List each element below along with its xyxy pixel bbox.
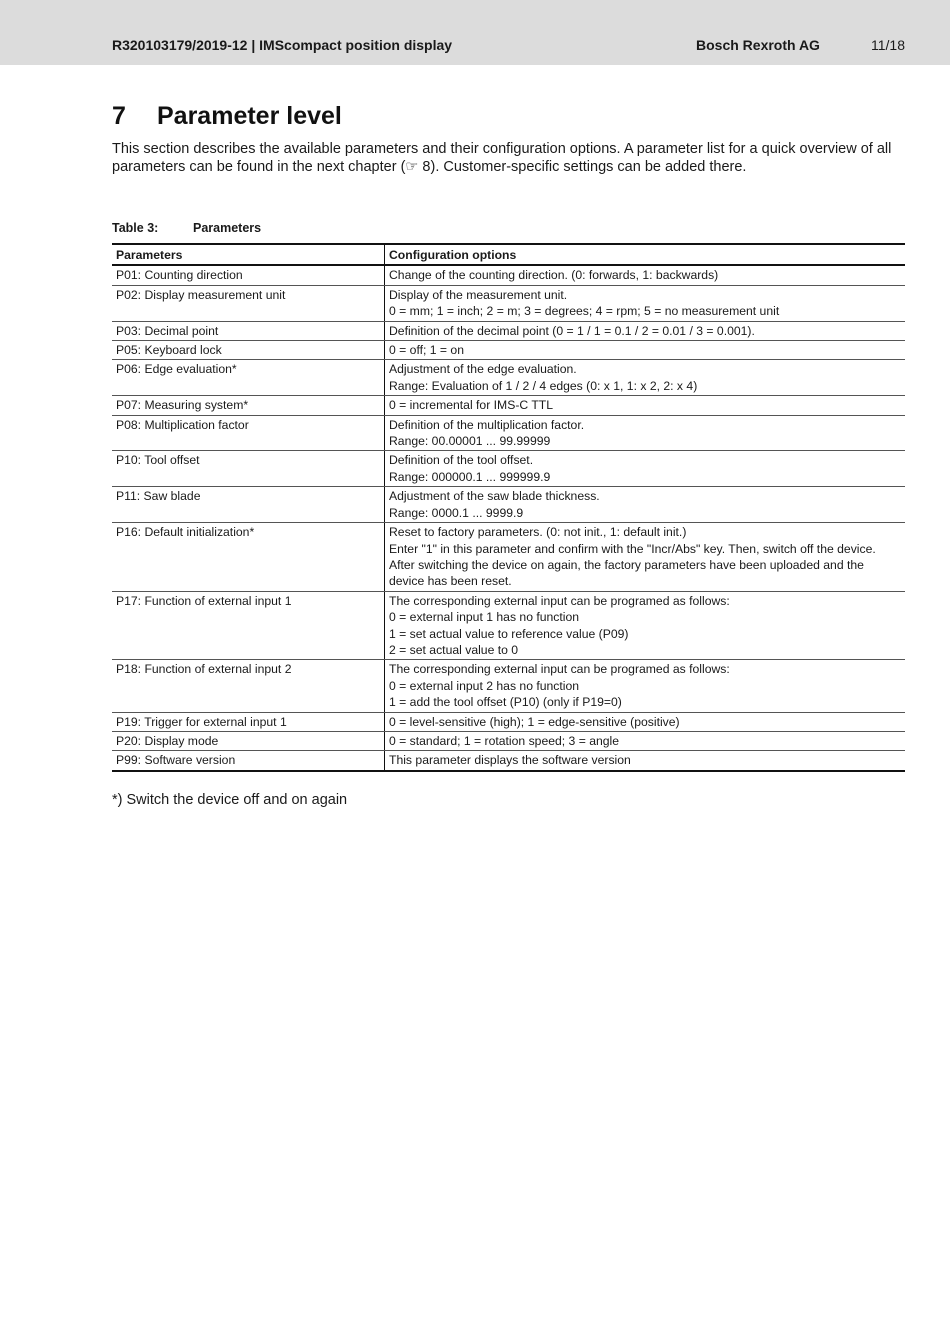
- configuration-line: 1 = set actual value to reference value (P09): [389, 626, 629, 641]
- configuration-line: The corresponding external input can be programed as follows:: [389, 593, 730, 608]
- configuration-cell: [385, 285, 906, 321]
- configuration-cell: [385, 341, 906, 360]
- document-id: R320103179/2019-12 | IMScompact position display: [112, 37, 453, 53]
- configuration-cell: [385, 712, 906, 731]
- chapter-number: 7: [112, 102, 126, 130]
- table-row: [112, 487, 905, 523]
- table-row: [112, 712, 905, 731]
- parameter-cell: P02: Display measurement unit: [112, 285, 385, 321]
- configuration-line: Change of the counting direction. (0: forwards, 1: backwards): [389, 268, 719, 283]
- configuration-line: Range: 00.00001 ... 99.99999: [389, 434, 551, 449]
- table-row: [112, 265, 905, 285]
- configuration-line: 0 = off; 1 = on: [389, 343, 464, 358]
- configuration-cell: [385, 487, 906, 523]
- parameter-cell: P99: Software version: [112, 751, 385, 771]
- configuration-cell: [385, 360, 906, 396]
- configuration-cell: [385, 751, 906, 771]
- table-row: [112, 415, 905, 451]
- configuration-cell: [385, 523, 906, 592]
- chapter-title: Parameter level: [157, 102, 342, 130]
- configuration-line: Range: 0000.1 ... 9999.9: [389, 505, 524, 520]
- intro-paragraph: This section describes the available parameters and their configuration options. A parameter list for a quick overview of all parameters can be found in the next chapter (☞ 8). Customer-specific settings can be added there.: [112, 141, 892, 175]
- configuration-line: Enter "1" in this parameter and confirm with the "Incr/Abs" key. Then, switch off the device. After switching the device on again, the factory parameters have been uploaded and the device has been reset.: [389, 541, 876, 589]
- parameter-cell: P17: Function of external input 1: [112, 591, 385, 660]
- configuration-line: Adjustment of the edge evaluation.: [389, 362, 577, 377]
- configuration-line: Reset to factory parameters. (0: not init., 1: default init.): [389, 525, 687, 540]
- parameter-cell: P03: Decimal point: [112, 321, 385, 340]
- configuration-line: 1 = add the tool offset (P10) (only if P19=0): [389, 695, 622, 710]
- configuration-cell: [385, 396, 906, 415]
- table-caption-label: Table 3:: [112, 221, 159, 235]
- chapter-heading: [112, 102, 342, 131]
- configuration-line: 0 = level-sensitive (high); 1 = edge-sensitive (positive): [389, 714, 680, 729]
- parameters-table: [112, 243, 905, 772]
- configuration-line: This parameter displays the software version: [389, 753, 631, 768]
- table-row: [112, 451, 905, 487]
- configuration-line: 0 = external input 1 has no function: [389, 610, 580, 625]
- table-row: [112, 731, 905, 750]
- table-row: [112, 523, 905, 592]
- configuration-line: Adjustment of the saw blade thickness.: [389, 489, 600, 504]
- parameter-cell: P20: Display mode: [112, 731, 385, 750]
- configuration-cell: [385, 321, 906, 340]
- company-name: Bosch Rexroth AG: [696, 37, 820, 53]
- parameter-cell: P19: Trigger for external input 1: [112, 712, 385, 731]
- configuration-cell: [385, 591, 906, 660]
- configuration-line: Range: Evaluation of 1 / 2 / 4 edges (0: x 1, 1: x 2, 2: x 4): [389, 378, 698, 393]
- parameter-cell: P16: Default initialization*: [112, 523, 385, 592]
- table-header-row: [112, 244, 905, 265]
- parameter-cell: P06: Edge evaluation*: [112, 360, 385, 396]
- parameter-cell: P07: Measuring system*: [112, 396, 385, 415]
- parameter-cell: P01: Counting direction: [112, 265, 385, 285]
- configuration-line: 0 = incremental for IMS-C TTL: [389, 398, 554, 413]
- table-row: [112, 591, 905, 660]
- footnote: *) Switch the device off and on again: [112, 792, 348, 808]
- configuration-cell: [385, 415, 906, 451]
- table-caption-title: Parameters: [193, 221, 262, 235]
- parameter-cell: P10: Tool offset: [112, 451, 385, 487]
- configuration-cell: [385, 731, 906, 750]
- table-row: [112, 285, 905, 321]
- parameter-cell: P05: Keyboard lock: [112, 341, 385, 360]
- parameter-cell: P08: Multiplication factor: [112, 415, 385, 451]
- configuration-line: 2 = set actual value to 0: [389, 642, 519, 657]
- configuration-cell: [385, 451, 906, 487]
- configuration-line: 0 = standard; 1 = rotation speed; 3 = angle: [389, 733, 620, 748]
- configuration-line: Definition of the tool offset.: [389, 453, 534, 468]
- parameter-cell: P18: Function of external input 2: [112, 660, 385, 712]
- table-caption: [112, 221, 261, 235]
- column-header-configuration: Configuration options: [385, 244, 906, 265]
- table-row: [112, 751, 905, 771]
- configuration-line: Definition of the decimal point (0 = 1 / 1 = 0.1 / 2 = 0.01 / 3 = 0.001).: [389, 323, 755, 338]
- configuration-line: Definition of the multiplication factor.: [389, 417, 585, 432]
- configuration-line: Display of the measurement unit.: [389, 287, 568, 302]
- configuration-cell: [385, 265, 906, 285]
- table-row: [112, 360, 905, 396]
- table-row: [112, 321, 905, 340]
- parameter-cell: P11: Saw blade: [112, 487, 385, 523]
- page-number: 11/18: [871, 37, 905, 53]
- column-header-parameters: Parameters: [112, 244, 385, 265]
- configuration-line: Range: 000000.1 ... 999999.9: [389, 469, 551, 484]
- configuration-cell: [385, 660, 906, 712]
- table-row: [112, 660, 905, 712]
- configuration-line: 0 = external input 2 has no function: [389, 678, 580, 693]
- table-row: [112, 341, 905, 360]
- configuration-line: The corresponding external input can be programed as follows:: [389, 662, 730, 677]
- configuration-line: 0 = mm; 1 = inch; 2 = m; 3 = degrees; 4 = rpm; 5 = no measurement unit: [389, 304, 780, 319]
- table-row: [112, 396, 905, 415]
- page-header: [0, 0, 950, 65]
